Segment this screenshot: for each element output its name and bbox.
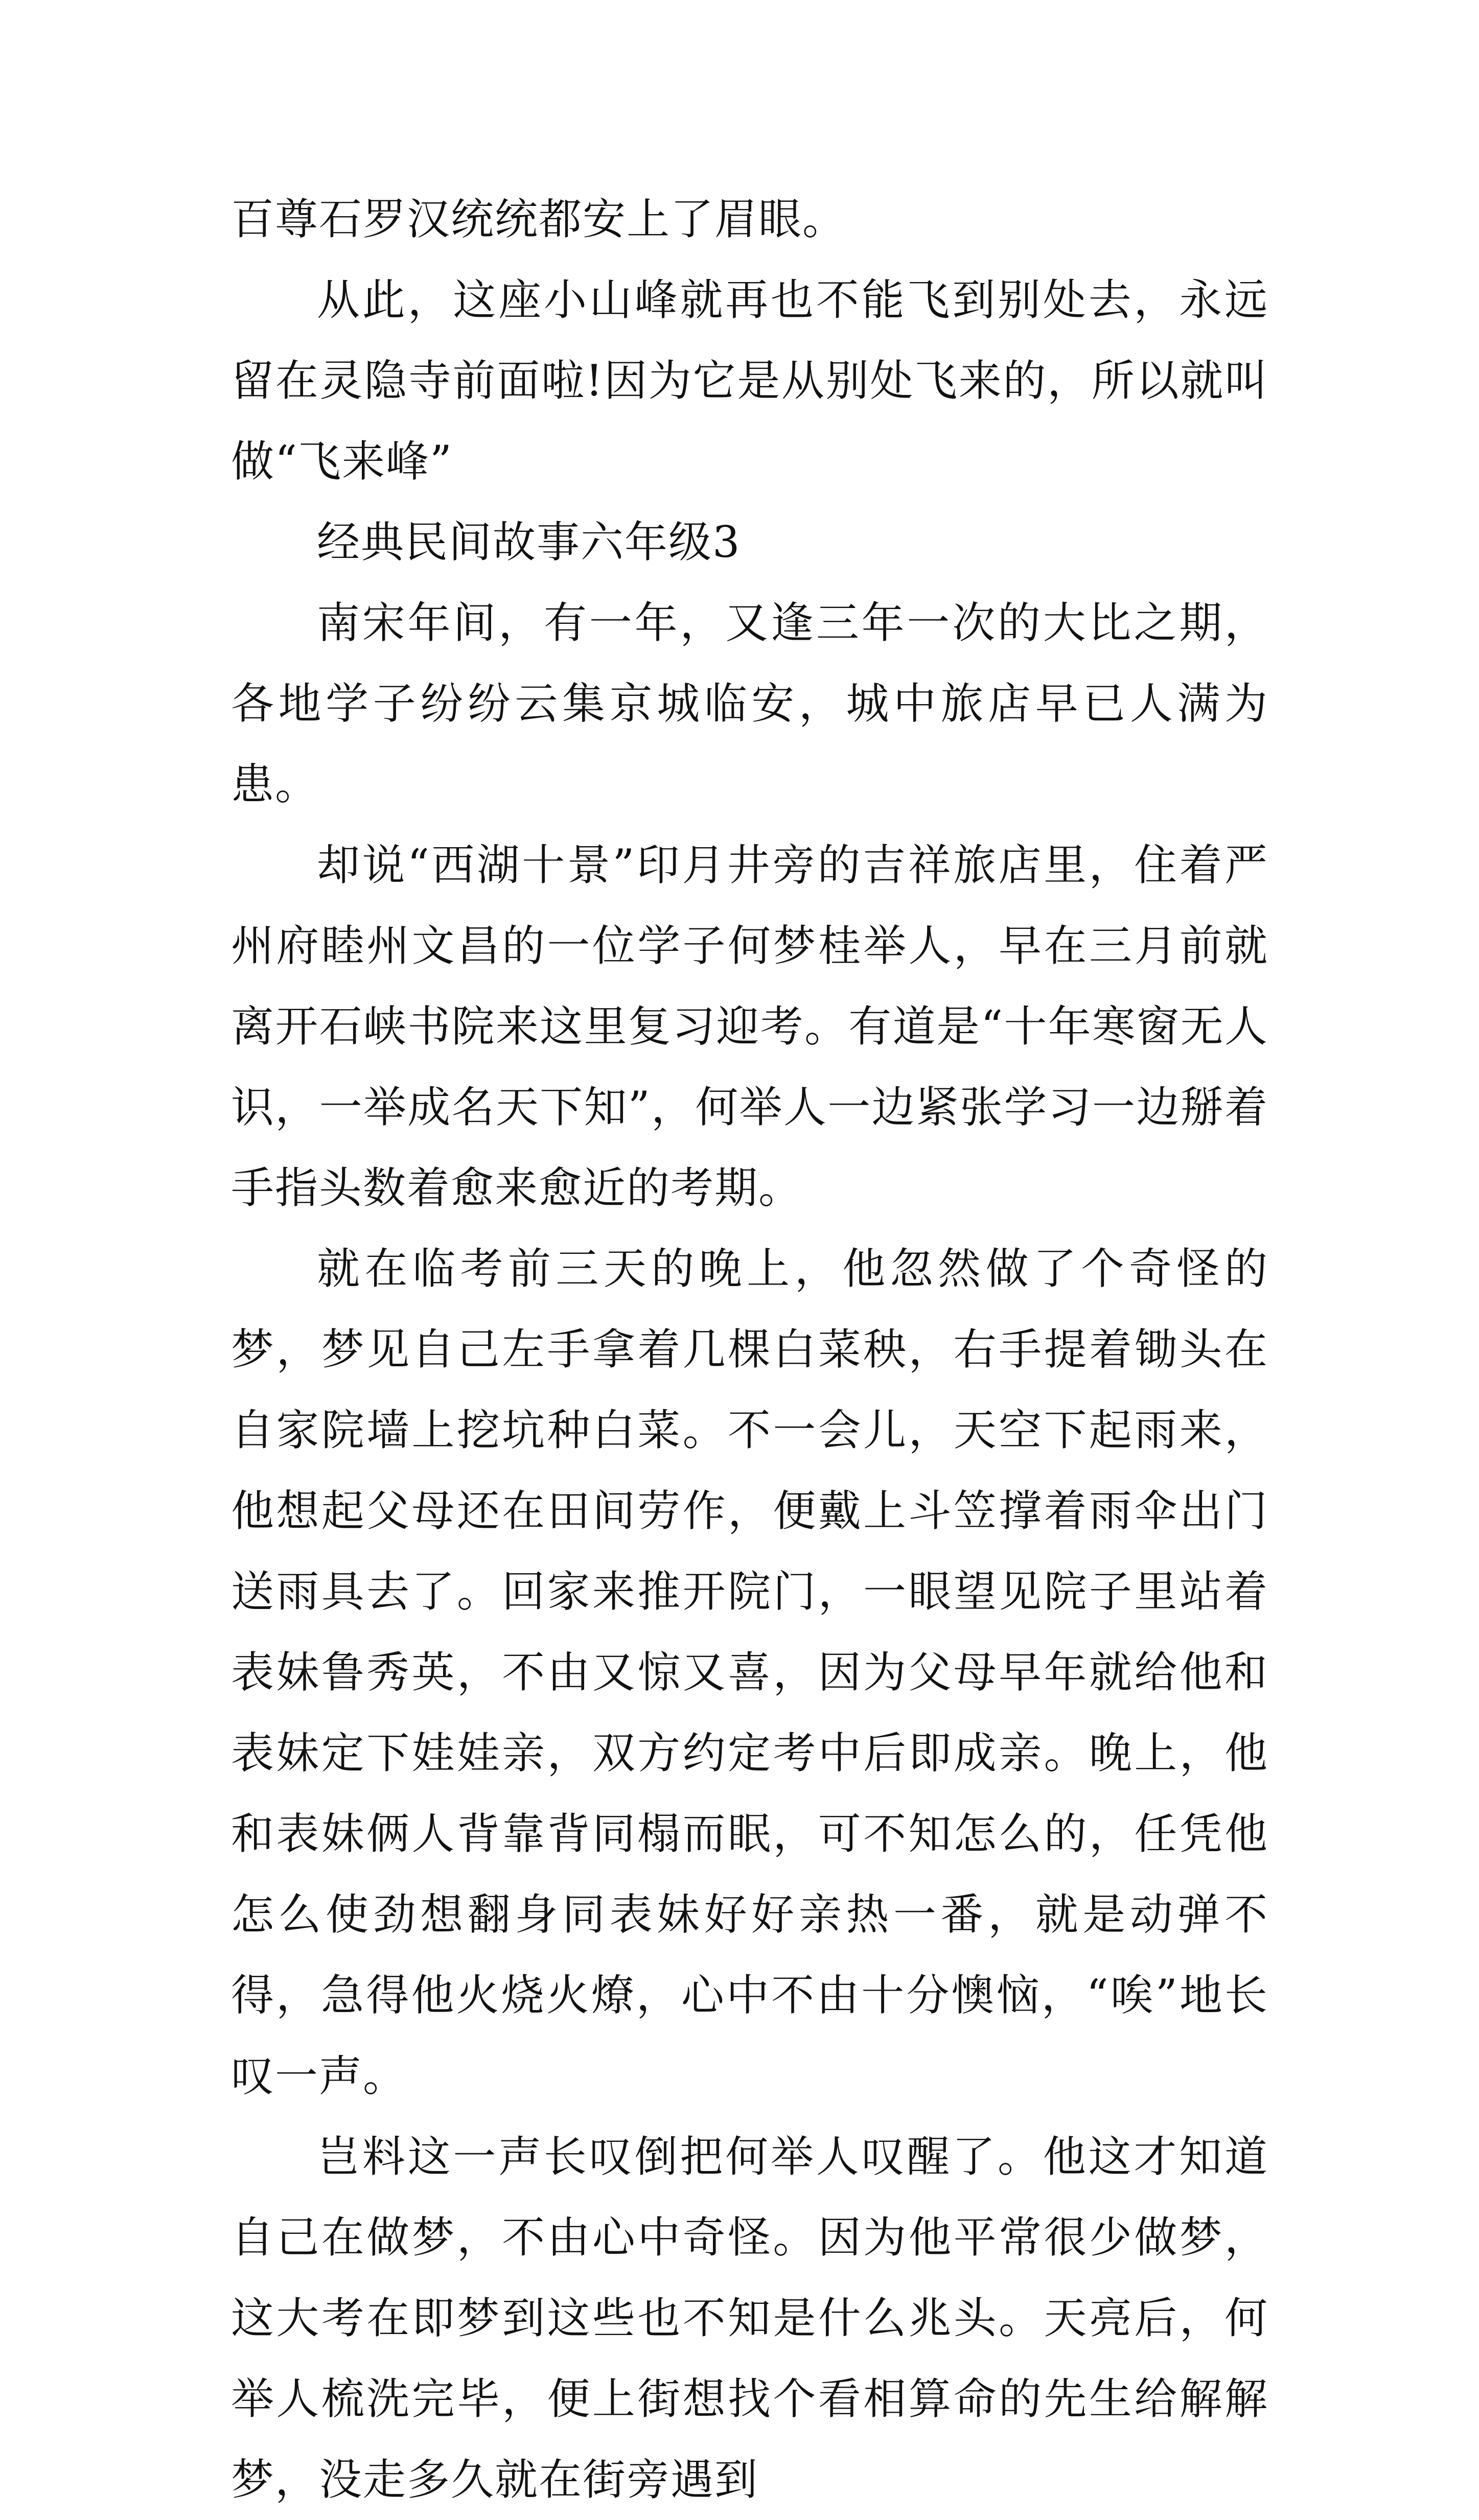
paragraph-3: 南宋年间，有一年，又逢三年一次的大比之期，各地学子纷纷云集京城临安，城中旅店早已人满为患。 <box>231 598 1268 809</box>
paragraph-1: 百尊石罗汉统统都安上了眉眼。 <box>231 194 847 244</box>
document-body <box>231 179 1268 2520</box>
paragraph-6: 岂料这一声长叹倒把何举人叹醒了。他这才知道自己在做梦，不由心中奇怪。因为他平常很少做梦，这大考在即梦到这些也不知是什么兆头。天亮后，何举人梳洗完毕，便上街想找个看相算命的先生给解解梦，没走多久就在街旁遇到 <box>231 2132 1268 2505</box>
paragraph-4: 却说“西湖十景”印月井旁的吉祥旅店里，住着严州府睦州文昌的一位学子何梦桂举人，早在三月前就离开石峡书院来这里复习迎考。有道是“十年寒窗无人识，一举成名天下知”，何举人一边紧张学习一边掰着手指头数着愈来愈近的考期。 <box>231 840 1268 1213</box>
paragraph-2: 从此，这座小山峰就再也不能飞到别处去，永远留在灵隐寺前面啦!因为它是从别处飞来的，所以就叫做“飞来峰” <box>231 275 1268 486</box>
section-heading: 经典民间故事六年级3 <box>317 517 741 567</box>
paragraph-5: 就在临考前三天的晚上，他忽然做了个奇怪的梦，梦见自己左手拿着几棵白菜秧，右手提着锄头在自家院墙上挖坑种白菜。不一会儿，天空下起雨来，他想起父母还在田间劳作，便戴上斗笠撑着雨伞出门送雨具去了。回家来推开院门，一眼望见院子里站着表妹鲁秀英，不由又惊又喜，因为父母早年就给他和表妹定下娃娃亲，双方约定考中后即成亲。晚上，他和表妹俩人背靠背同榻而眠，可不知怎么的，任凭他怎么使劲想翻身同表妹好好亲热一番，就是动弹不得，急得他火烧火燎，心中不由十分懊恼，“唉”地长叹一声。 <box>231 1244 1268 2101</box>
